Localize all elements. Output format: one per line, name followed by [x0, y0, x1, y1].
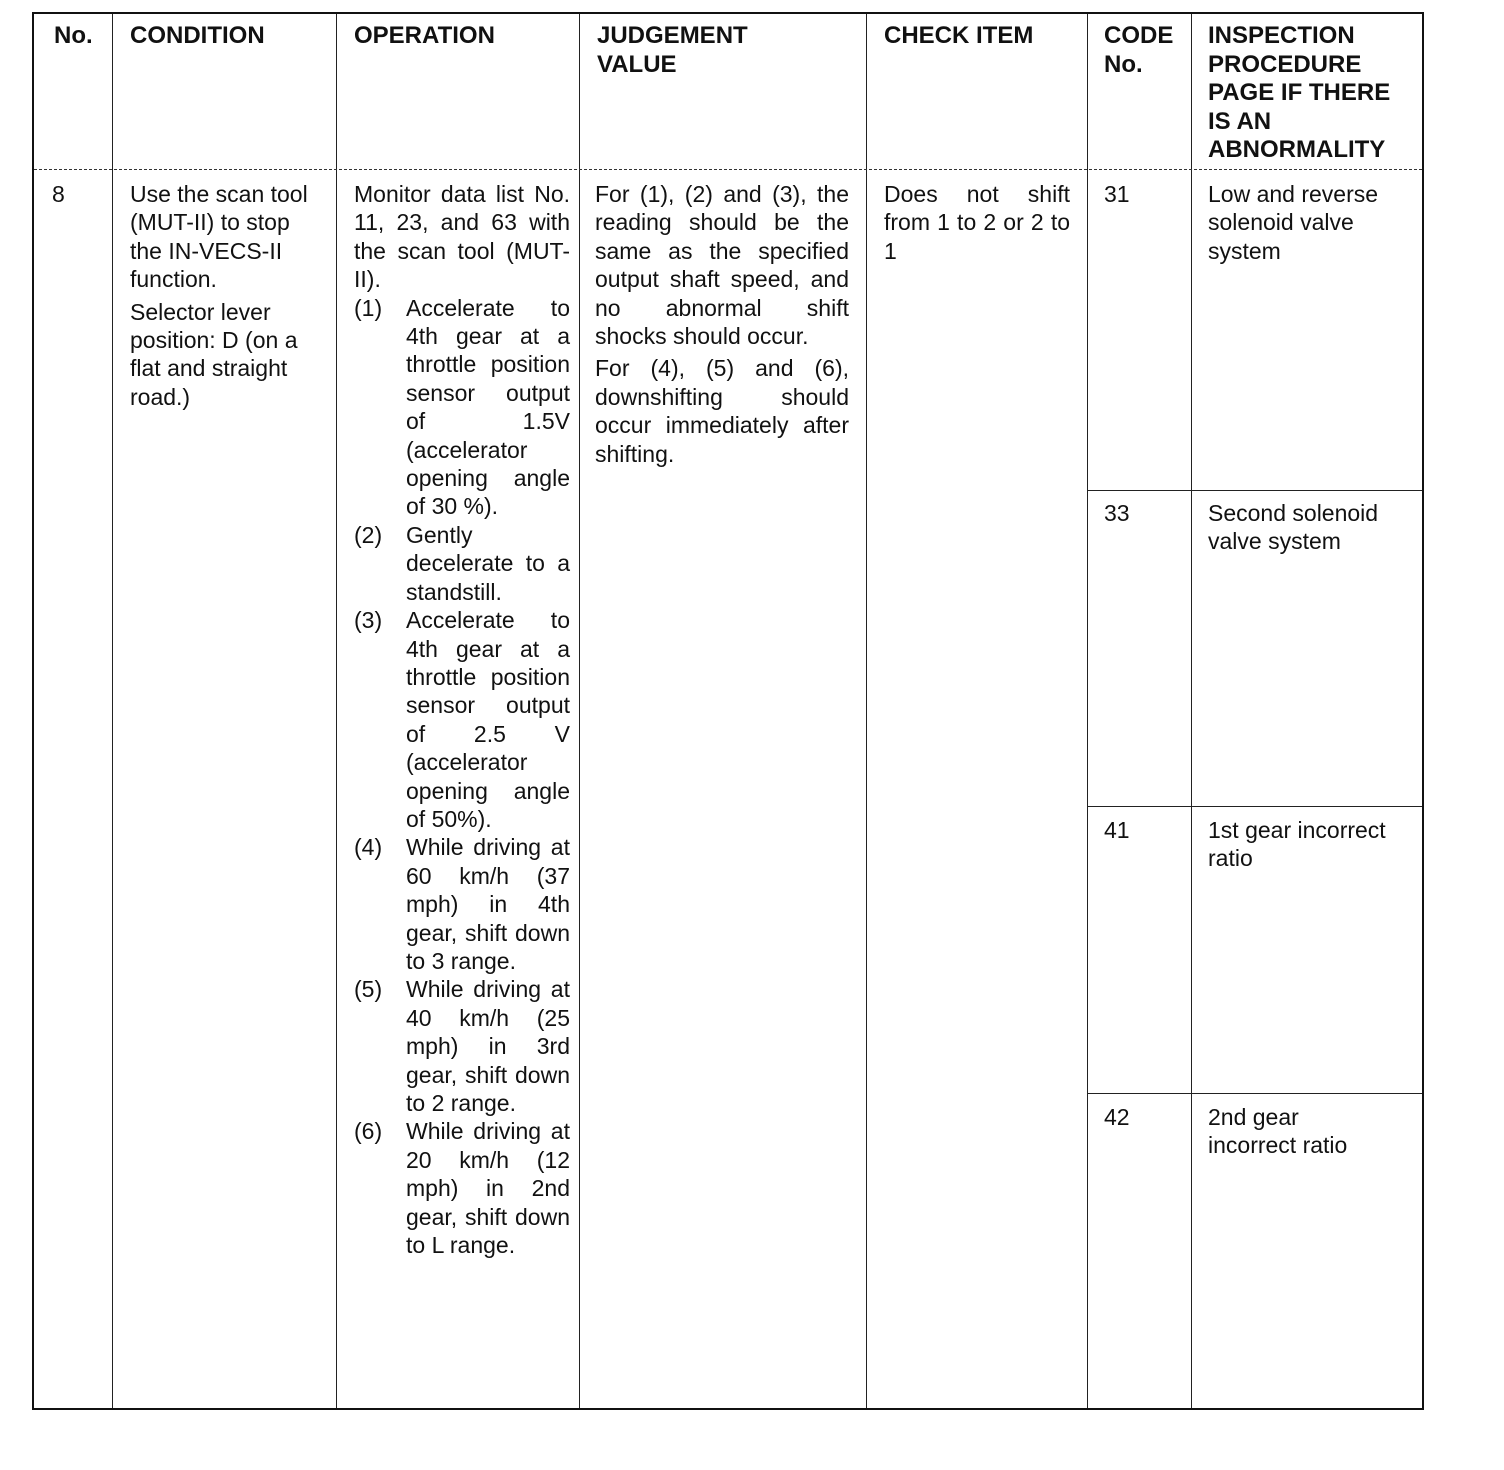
procedure-text: 1st gear incorrect ratio: [1208, 817, 1386, 872]
inspection-table: [32, 12, 1424, 1410]
column-divider: [1191, 14, 1192, 1408]
step-text: Gently decelerate to a standstill.: [406, 521, 570, 605]
operation-cell: [354, 180, 570, 1259]
operation-step: [354, 833, 570, 975]
column-divider: [336, 14, 337, 1408]
column-divider: [112, 14, 113, 1408]
procedure-text: Low and reverse solenoid valve system: [1208, 181, 1379, 264]
code-row-divider: [1087, 1093, 1422, 1094]
column-divider: [1087, 14, 1088, 1408]
condition-text: Selector lever position: D (on a flat and straight road.): [130, 298, 298, 410]
judgement-text: For (4), (5) and (6), downshifting should occur immediately after shifting.: [595, 355, 849, 467]
header-no: No.: [54, 22, 93, 49]
procedure-text: Second solenoid valve system: [1208, 500, 1379, 555]
step-number: (3): [354, 607, 383, 634]
step-text: While driving at 40 km/h (25 mph) in 3rd gear, shift down to 2 range.: [406, 976, 570, 1116]
header-inspection-procedure: INSPECTION PROCEDURE PAGE IF THERE IS AN ABNORMALITY: [1208, 22, 1391, 164]
step-number: (6): [354, 1118, 383, 1145]
step-number: (4): [354, 834, 383, 861]
judgement-cell: [595, 180, 849, 468]
header-operation: OPERATION: [354, 22, 495, 49]
code-row-divider: [1087, 806, 1422, 807]
header-code-no: CODE No.: [1104, 22, 1174, 78]
code-number: 41: [1104, 817, 1130, 843]
step-text: Accelerate to 4th gear at a throttle position sensor output of 1.5V (accelerator opening angle of 30 %).: [406, 294, 570, 520]
procedure-text: 2nd gear incorrect ratio: [1208, 1104, 1348, 1159]
step-text: While driving at 20 km/h (12 mph) in 2nd gear, shift down to L range.: [406, 1118, 570, 1259]
step-number: (2): [354, 521, 383, 548]
header-judgement-value: JUDGEMENT VALUE: [597, 22, 748, 78]
operation-step: [354, 294, 570, 521]
operation-step: [354, 975, 570, 1117]
condition-cell: [130, 180, 328, 411]
code-number: 31: [1104, 181, 1130, 207]
column-divider: [579, 14, 580, 1408]
operation-step: [354, 521, 570, 606]
row-number: 8: [52, 181, 65, 207]
operation-step: [354, 1117, 570, 1259]
step-text: While driving at 60 km/h (37 mph) in 4th gear, shift down to 3 range.: [406, 834, 570, 974]
operation-steps: [354, 294, 570, 1260]
column-divider: [866, 14, 867, 1408]
header-divider: [34, 169, 1422, 170]
code-number: 42: [1104, 1104, 1130, 1130]
operation-intro: Monitor data list No. 11, 23, and 63 with the scan tool (MUT-II).: [354, 181, 570, 293]
check-item-text: Does not shift from 1 to 2 or 2 to 1: [884, 181, 1070, 264]
operation-step: [354, 606, 570, 833]
code-number: 33: [1104, 500, 1130, 526]
judgement-text: For (1), (2) and (3), the reading should be the same as the specified output shaft speed, and no abnormal shift shocks should occur.: [595, 181, 849, 350]
header-condition: CONDITION: [130, 22, 265, 49]
header-check-item: CHECK ITEM: [884, 22, 1034, 49]
step-number: (1): [354, 294, 383, 321]
step-number: (5): [354, 976, 383, 1003]
condition-text: Use the scan tool (MUT-II) to stop the IN-VECS-II function.: [130, 181, 308, 293]
code-row-divider: [1087, 490, 1422, 491]
step-text: Accelerate to 4th gear at a throttle position sensor output of 2.5 V (accelerator opening angle of 50%).: [406, 607, 570, 832]
